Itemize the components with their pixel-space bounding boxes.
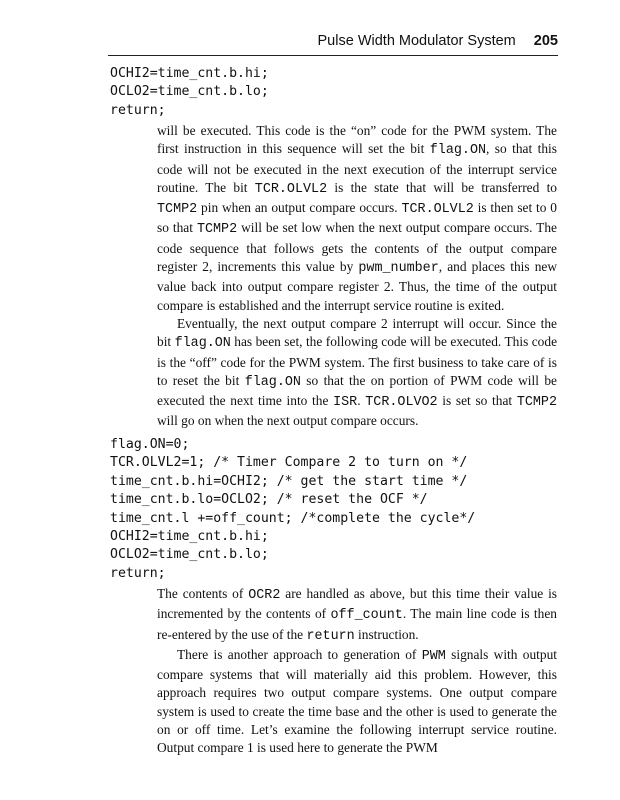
code-line: OCHI2=time_cnt.b.hi; <box>110 66 269 81</box>
text-run: is then set to 0 so that <box>157 200 557 236</box>
inline-code: off_count <box>330 608 403 624</box>
text-run: The contents of <box>157 586 249 601</box>
page-number: 205 <box>533 33 558 49</box>
paragraph <box>157 646 557 758</box>
text-run: are handled as above, but this time their value is incremented by the contents of <box>157 586 558 622</box>
inline-code: TCMP2 <box>157 202 198 218</box>
inline-code: flag.ON <box>429 143 487 159</box>
code-line: time_cnt.b.lo=OCLO2; /* reset the OCF */ <box>110 492 428 508</box>
paragraph <box>157 122 557 315</box>
code-line: time_cnt.l +=off_count; /*complete the cycle*/ <box>110 510 476 526</box>
inline-code: TCR.OLVL2 <box>254 181 328 197</box>
code-line: TCR.OLVL2=1; /* Timer Compare 2 to turn on */ <box>110 455 468 471</box>
code-line: return; <box>110 102 166 118</box>
text-run: , so that this code will not be executed in the next execution of the interrupt service routine. The bit <box>157 141 557 195</box>
text-run: will go on when the next output compare occurs. <box>157 413 419 429</box>
text-run: will be set low when the next output compare occurs. The code sequence that follows gets the contents of the output compare register 2, increments this value by <box>157 220 557 275</box>
header-rule <box>108 55 558 56</box>
inline-code: flag.ON <box>174 336 231 352</box>
text-run: There is another approach to generation of <box>177 646 422 662</box>
inline-code: TCR.OLVO2 <box>365 395 438 411</box>
code-line: OCLO2=time_cnt.b.lo; <box>110 84 269 100</box>
text-run: is the state that will be transferred to <box>327 179 557 195</box>
text-run: so that the on portion of PWM code will be executed the next time into the <box>157 372 557 409</box>
body-text <box>157 585 557 758</box>
inline-code: TCMP2 <box>516 395 558 411</box>
code-line: return; <box>110 565 166 581</box>
code-line: time_cnt.b.hi=OCHI2; /* get the start time */ <box>110 473 468 489</box>
code-line: flag.ON=0; <box>110 437 190 452</box>
inline-code: ISR <box>333 395 358 411</box>
text-run: Eventually, the next output compare 2 interrupt will occur. Since the bit <box>157 315 557 350</box>
running-header <box>318 33 558 53</box>
inline-code: return <box>306 628 355 644</box>
text-run: has been set, the following code will be executed. This code is the “off” code for the PWM system. The first business to take care of is to reset the bit <box>157 334 558 388</box>
paragraph <box>157 585 557 646</box>
text-run: is set so that <box>437 393 517 409</box>
paragraph <box>157 315 557 431</box>
text-run: signals with output compare systems that will materially aid this problem. However, this approach requires two output compare systems. One output compare system is used to create the time base and the other is used to generate the on or off time. Let’s examine the following interrupt service routine. Output compare 1 is used here to generate the PWM <box>157 646 557 756</box>
text-run: will be executed. This code is the “on” code for the PWM system. The first instruction in this sequence will set the bit <box>157 123 557 157</box>
text-run: instruction. <box>354 626 419 642</box>
inline-code: flag.ON <box>244 374 301 390</box>
running-title: Pulse Width Modulator System <box>317 33 516 49</box>
code-block <box>110 65 269 120</box>
inline-code: OCR2 <box>248 588 281 603</box>
code-line: OCHI2=time_cnt.b.hi; <box>110 528 269 544</box>
inline-code: PWM <box>421 648 446 664</box>
body-text <box>157 122 557 431</box>
text-run: . <box>357 393 366 409</box>
code-block <box>110 436 475 583</box>
text-run: . The main line code is then re-entered by the use of the <box>157 606 557 642</box>
inline-code: pwm_number <box>358 261 439 277</box>
inline-code: TCR.OLVL2 <box>401 202 474 218</box>
text-run: , and places this new value back into output compare register 2. Thus, the time of the output compare is established and the interrupt service routine is exited. <box>157 259 558 313</box>
inline-code: TCMP2 <box>196 222 238 238</box>
text-run: pin when an output compare occurs. <box>197 200 402 216</box>
code-line: OCLO2=time_cnt.b.lo; <box>110 547 269 563</box>
